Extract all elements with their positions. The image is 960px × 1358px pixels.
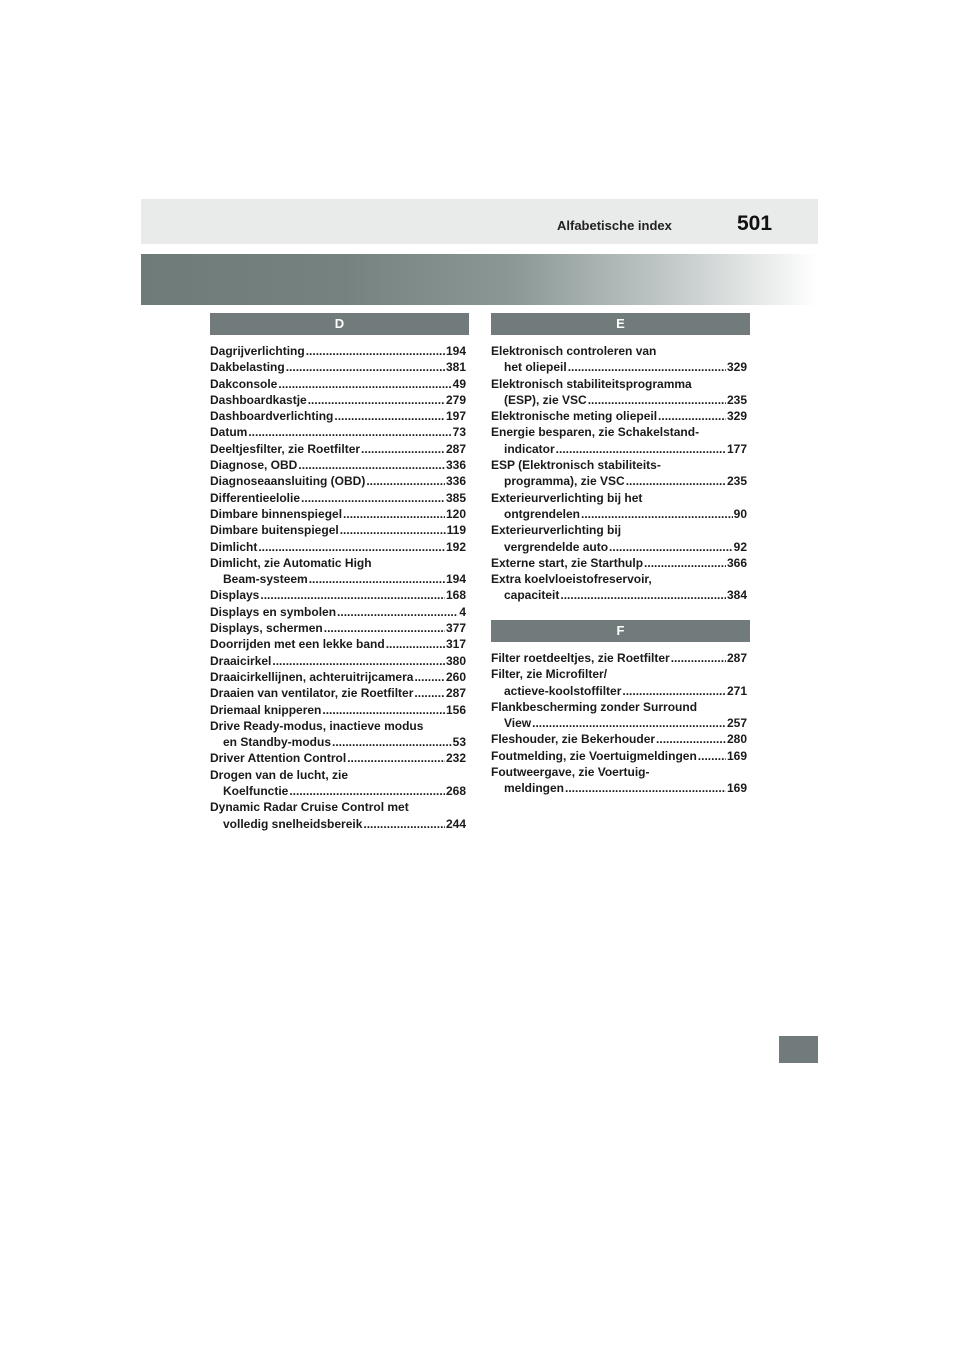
index-entry-term: Elektronisch controleren van [491,344,657,358]
leader-dots [588,392,726,408]
index-entry-page: 90 [733,506,747,521]
index-entry [210,359,466,375]
index-entry-term: vergrendelde auto [504,539,609,554]
index-entry [210,539,466,555]
index-entry [210,392,466,408]
index-entry-term: volledig snelheidsbereik [223,816,363,831]
index-entry-page: 385 [445,490,466,505]
index-entry [210,490,466,506]
leader-dots [272,653,445,669]
index-entry-term: Doorrijden met een lekke band [210,637,385,652]
index-entry-term: Exterieurverlichting bij het [491,490,643,505]
leader-dots [361,441,445,457]
index-entry-page: 257 [726,716,747,731]
index-entry [491,424,747,457]
index-entry-term: en Standby-modus [223,735,332,750]
index-entry [491,555,747,571]
index-entry-page: 49 [452,376,466,391]
index-entry [210,343,466,359]
index-entry [210,718,466,751]
index-entry-page: 169 [726,781,747,796]
index-entry-page: 244 [445,816,466,831]
index-list-d [210,343,466,832]
index-entry-page: 380 [445,653,466,668]
index-entry-term: Draaicirkel [210,653,272,668]
leader-dots [286,359,445,375]
index-entry [491,748,747,764]
index-entry [210,587,466,603]
leader-dots [278,376,451,392]
index-entry-term: Dimlicht, zie Automatic High [210,555,372,570]
leader-dots [363,816,445,832]
leader-dots [289,783,445,799]
index-entry [210,750,466,766]
index-entry-term: Dagrijverlichting [210,344,305,358]
leader-dots [337,604,458,620]
index-entry-term: Driemaal knipperen [210,702,322,717]
leader-dots [260,587,445,603]
index-entry-term: Diagnose, OBD [210,458,298,473]
leader-dots [308,392,445,408]
index-entry-term: Extra koelvloeistofreservoir, [491,572,652,587]
index-entry-term: Exterieurverlichting bij [491,523,622,538]
index-entry-term: meldingen [504,781,565,796]
index-entry-page: 336 [445,474,466,489]
index-entry-term: actieve-koolstoffilter [504,683,622,698]
index-entry-term: Dashboardverlichting [210,409,334,424]
index-entry-term: Koelfunctie [223,784,289,799]
index-entry-page: 169 [726,748,747,763]
index-entry-page: 268 [445,784,466,799]
leader-dots [581,506,733,522]
index-entry-page: 120 [445,506,466,521]
leader-dots [560,587,726,603]
index-entry [210,473,466,489]
index-entry [210,376,466,392]
index-entry-term: ESP (Elektronisch stabiliteits- [491,458,661,473]
index-entry [210,506,466,522]
chapter-tab-marker [779,1036,818,1063]
leader-dots [414,669,445,685]
leader-dots [258,539,445,555]
index-entry-page: 271 [726,683,747,698]
leader-dots [568,359,726,375]
index-entry-page: 53 [452,735,466,750]
index-entry [491,522,747,555]
index-entry-term: Foutmelding, zie Voertuigmeldingen [491,748,697,763]
section-header-d: D [210,313,469,335]
leader-dots [309,571,445,587]
index-entry-term: Dimbare buitenspiegel [210,523,339,538]
index-entry-page: 194 [445,572,466,587]
index-entry-page: 177 [726,441,747,456]
decorative-band [141,254,818,305]
leader-dots [332,734,452,750]
index-entry-term: Displays, schermen [210,621,323,636]
leader-dots [532,715,726,731]
index-entry-page: 192 [445,539,466,554]
index-entry-term: Draaicirkellijnen, achteruitrijcamera [210,669,414,684]
leader-dots [658,408,726,424]
leader-dots [644,555,726,571]
index-entry-page: 279 [445,392,466,407]
index-entry-page: 366 [726,555,747,570]
index-entry [210,604,466,620]
index-entry-term: Dakconsole [210,376,278,391]
index-entry-term: Draaien van ventilator, zie Roetfilter [210,686,414,701]
index-entry-page: 168 [445,588,466,603]
index-entry [491,376,747,409]
index-entry [210,457,466,473]
index-entry [210,669,466,685]
index-entry-term: Drogen van de lucht, zie [210,767,349,782]
index-entry-page: 336 [445,458,466,473]
index-entry-term: Driver Attention Control [210,751,347,766]
index-entry [210,799,466,832]
index-entry [491,408,747,424]
index-entry-term: Dimlicht [210,539,258,554]
leader-dots [334,408,445,424]
index-entry-term: Elektronisch stabiliteitsprogramma [491,376,692,391]
page-number: 501 [737,212,773,235]
index-entry-page: 317 [445,637,466,652]
index-entry-term: Datum [210,425,248,440]
index-entry [210,653,466,669]
index-entry-term: Filter roetdeeltjes, zie Roetfilter [491,651,670,665]
index-entry-page: 73 [452,425,466,440]
index-entry [491,457,747,490]
index-entry-term: Flankbescherming zonder Surround [491,699,698,714]
index-entry-page: 329 [726,409,747,424]
index-entry-page: 232 [445,751,466,766]
index-entry-page: 329 [726,360,747,375]
leader-dots [298,457,445,473]
index-entry [491,699,747,732]
index-entry-term: Fleshouder, zie Bekerhouder [491,732,656,747]
leader-dots [622,683,726,699]
index-entry [210,767,466,800]
index-entry-term: programma), zie VSC [504,474,625,489]
index-entry-page: 197 [445,409,466,424]
leader-dots [609,539,733,555]
index-entry-page: 260 [445,669,466,684]
running-header-title: Alfabetische index [557,218,672,233]
index-entry-page: 377 [445,621,466,636]
leader-dots [366,473,445,489]
leader-dots [386,636,445,652]
index-entry [210,522,466,538]
index-entry-term: indicator [504,441,555,456]
leader-dots [340,522,446,538]
index-entry-term: Drive Ready-modus, inactieve modus [210,718,424,733]
index-entry [210,620,466,636]
index-entry-page: 4 [459,604,466,619]
index-entry-page: 194 [445,344,466,358]
index-entry-page: 287 [445,686,466,701]
index-entry-page: 381 [445,360,466,375]
index-entry [491,571,747,604]
index-entry [210,702,466,718]
index-entry-term: Diagnoseaansluiting (OBD) [210,474,366,489]
index-entry-term: Differentieelolie [210,490,301,505]
index-entry-page: 156 [445,702,466,717]
index-entry-term: Deeltjesfilter, zie Roetfilter [210,441,361,456]
index-entry [210,636,466,652]
index-entry [491,731,747,747]
running-header [141,199,818,244]
index-entry [210,441,466,457]
index-entry-term: Dakbelasting [210,360,285,375]
index-entry-page: 287 [726,651,747,665]
index-entry-term: Dashboardkastje [210,392,307,407]
leader-dots [698,748,726,764]
index-entry-term: Foutweergave, zie Voertuig- [491,765,650,780]
index-list-e [491,343,747,604]
index-entry-term: Displays [210,588,260,603]
index-entry-term: View [504,716,532,731]
leader-dots [626,473,726,489]
index-entry-term: Externe start, zie Starthulp [491,555,644,570]
index-entry-term: Energie besparen, zie Schakelstand- [491,425,700,440]
leader-dots [306,343,445,359]
leader-dots [347,750,445,766]
index-entry [210,555,466,588]
leader-dots [324,620,445,636]
index-entry-page: 235 [726,474,747,489]
index-entry [491,650,747,666]
index-entry-page: 235 [726,392,747,407]
index-entry-page: 119 [446,523,466,538]
index-entry [491,343,747,376]
index-entry-term: Beam-systeem [223,572,308,587]
index-entry-term: Filter, zie Microfilter/ [491,667,608,682]
index-entry-term: Dimbare binnenspiegel [210,506,343,521]
index-list-f [491,650,747,797]
leader-dots [301,490,445,506]
leader-dots [414,685,445,701]
section-header-e: E [491,313,750,335]
index-entry-page: 92 [733,539,747,554]
leader-dots [343,506,445,522]
index-entry-term: Displays en symbolen [210,604,337,619]
index-entry-term: het oliepeil [504,360,567,375]
index-entry [210,424,466,440]
leader-dots [248,424,451,440]
leader-dots [322,702,445,718]
leader-dots [556,441,726,457]
index-entry-term: Dynamic Radar Cruise Control met [210,800,409,815]
index-entry-term: Elektronische meting oliepeil [491,409,658,424]
index-entry [491,666,747,699]
index-entry [491,764,747,797]
index-entry [210,685,466,701]
section-header-f: F [491,620,750,642]
index-entry [491,490,747,523]
index-entry [210,408,466,424]
leader-dots [671,650,726,666]
index-entry-term: (ESP), zie VSC [504,392,587,407]
index-entry-term: ontgrendelen [504,506,581,521]
index-entry-page: 280 [726,732,747,747]
index-entry-page: 287 [445,441,466,456]
leader-dots [656,731,726,747]
index-entry-term: capaciteit [504,588,560,603]
leader-dots [565,780,726,796]
index-entry-page: 384 [726,588,747,603]
